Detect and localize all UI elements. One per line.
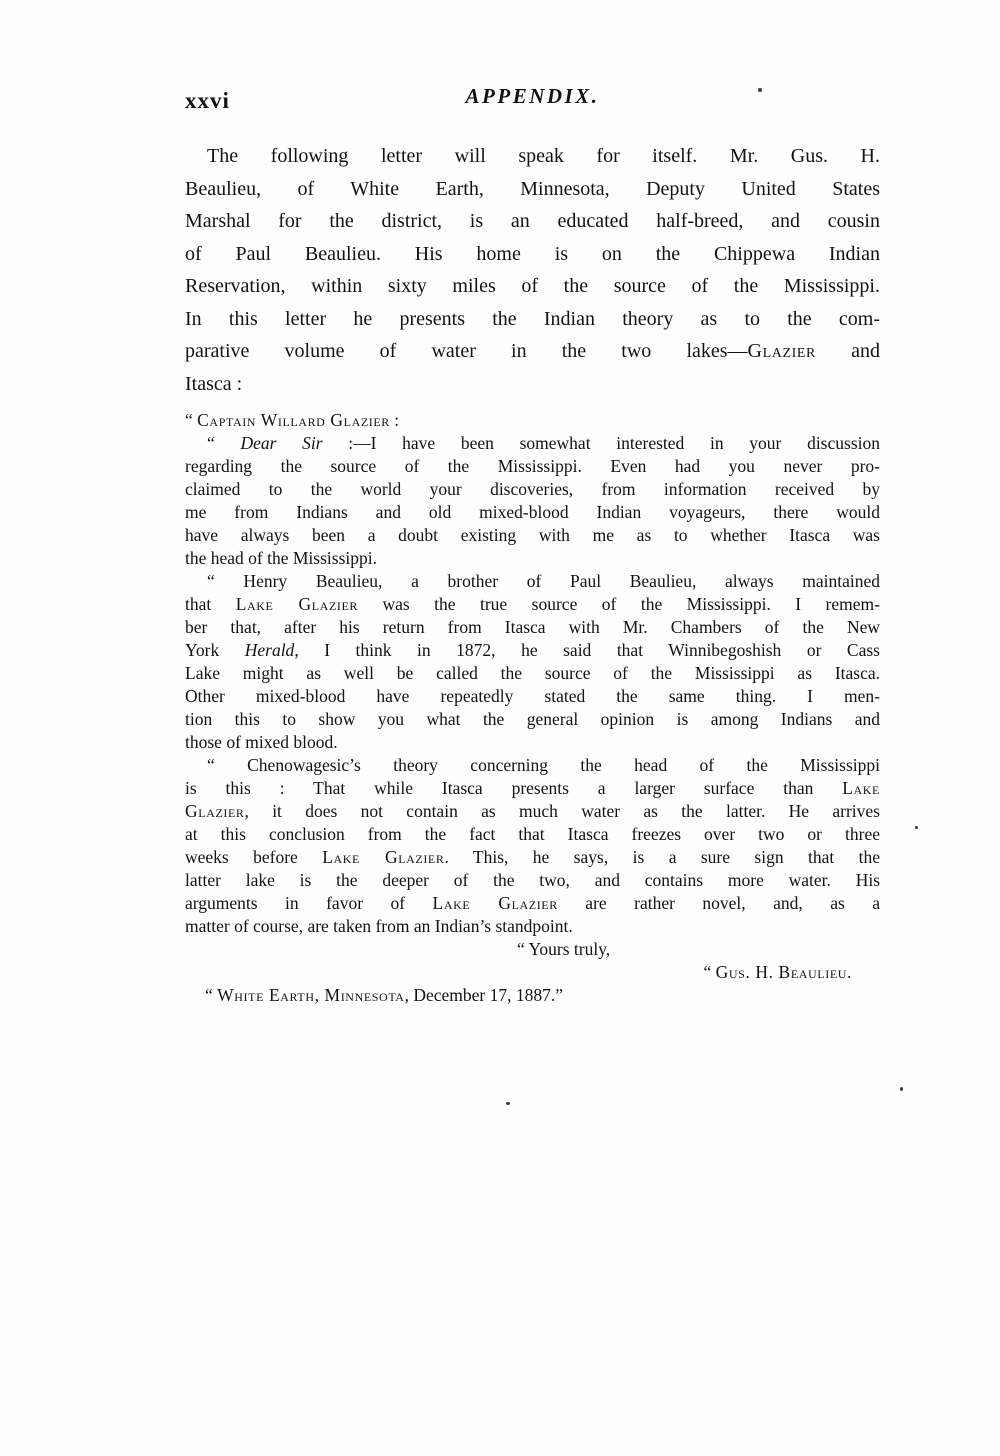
scan-speck <box>506 1102 510 1105</box>
letter-line: “ Chenowagesic’s theory concerning the head of the Mississippi <box>207 755 880 775</box>
letter-line: that Lake Glazier was the true source of the Mississippi. I remem- <box>185 594 880 614</box>
letter-line: claimed to the world your discoveries, from information received by <box>185 479 880 499</box>
letter-line: latter lake is the deeper of the two, and contains more water. His <box>185 870 880 890</box>
intro-line: of Paul Beaulieu. His home is on the Chippewa Indian <box>185 242 880 265</box>
letter-salutation: “ Captain Willard Glazier : <box>185 410 400 430</box>
running-header <box>185 84 880 118</box>
intro-line: Itasca : <box>185 372 243 395</box>
letter-line: is this : That while Itasca presents a larger surface than Lake <box>185 778 880 798</box>
scan-speck <box>900 1087 903 1091</box>
letter-signature: “ Gus. H. Beaulieu. <box>703 962 852 982</box>
intro-line: In this letter he presents the Indian theory as to the com- <box>185 307 880 330</box>
letter-line: at this conclusion from the fact that Itasca freezes over two or three <box>185 824 880 844</box>
letter-dateline: “ White Earth, Minnesota, December 17, 1887.” <box>205 985 563 1005</box>
intro-paragraph <box>185 140 880 400</box>
scan-speck <box>915 826 918 829</box>
page-number: xxvi <box>185 88 230 113</box>
letter-line: Other mixed-blood have repeatedly stated the same thing. I men- <box>185 686 880 706</box>
scan-speck <box>758 88 762 92</box>
letter-line: have always been a doubt existing with me as to whether Itasca was <box>185 525 880 545</box>
letter-block <box>185 409 880 1007</box>
letter-line: “ Henry Beaulieu, a brother of Paul Beaulieu, always maintained <box>207 571 880 591</box>
letter-signoff: “ Yours truly, <box>517 939 611 959</box>
letter-line: the head of the Mississippi. <box>185 548 377 568</box>
letter-line: weeks before Lake Glazier. This, he says, is a sure sign that the <box>185 847 880 867</box>
letter-line: York Herald, I think in 1872, he said that Winnibegoshish or Cass <box>185 640 880 660</box>
page-content <box>185 84 880 1007</box>
letter-line: tion this to show you what the general opinion is among Indians and <box>185 709 880 729</box>
intro-line: Beaulieu, of White Earth, Minnesota, Deputy United States <box>185 177 880 200</box>
letter-line: Lake might as well be called the source of the Mississippi as Itasca. <box>185 663 880 683</box>
letter-line: arguments in favor of Lake Glazier are rather novel, and, as a <box>185 893 880 913</box>
intro-line: The following letter will speak for itself. Mr. Gus. H. <box>207 145 880 167</box>
letter-line: Glazier, it does not contain as much water as the latter. He arrives <box>185 801 880 821</box>
letter-line: ber that, after his return from Itasca with Mr. Chambers of the New <box>185 617 880 637</box>
letter-line: “ Dear Sir :—I have been somewhat interested in your discussion <box>207 433 880 453</box>
intro-line: Reservation, within sixty miles of the source of the Mississippi. <box>185 275 880 297</box>
letter-line: regarding the source of the Mississippi. Even had you never pro- <box>185 456 880 476</box>
page-title: APPENDIX. <box>465 84 600 108</box>
letter-line: those of mixed blood. <box>185 732 338 752</box>
intro-line: parative volume of water in the two lakes—Glazier and <box>185 340 880 362</box>
letter-line: me from Indians and old mixed-blood Indian voyageurs, there would <box>185 502 880 522</box>
letter-line: matter of course, are taken from an Indian’s standpoint. <box>185 916 573 936</box>
intro-line: Marshal for the district, is an educated half-breed, and cousin <box>185 210 880 232</box>
